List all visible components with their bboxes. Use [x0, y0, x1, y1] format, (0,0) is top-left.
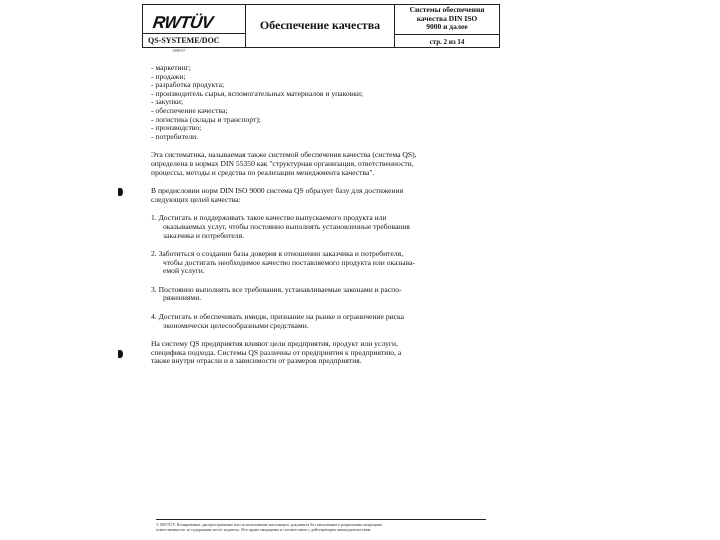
department-list — [151, 64, 491, 141]
paragraph-systematics — [151, 151, 491, 177]
system-line: 9000 и далее — [426, 22, 468, 31]
list-item: - логистика (склады и транспорт); — [151, 114, 261, 124]
footer-line: ответственность за содержание несёт издатель. Все права защищены в соответствии с действующим законодательством — [156, 527, 371, 533]
document-body — [151, 64, 491, 366]
text-line: 1. Достигать и поддерживать такое качество выпускаемого продукта или — [151, 213, 387, 223]
text-line: Эта систематика, называемая также системой обеспечения качества (система QS), — [151, 150, 417, 160]
paragraph-influence — [151, 340, 491, 366]
footer-line: © RWTÜV. Копирование, распространение или использование настоящего документа без письменного разрешения запрещено — [156, 522, 383, 527]
text-line: специфика подхода. Системы QS различны от предприятия к предприятию, а — [151, 347, 402, 357]
list-item: - разработка продукта; — [151, 80, 225, 90]
text-line: следующих целей качества: — [151, 194, 241, 204]
text-line: На систему QS предприятия влияют цели предприятия, продукт или услуги, — [151, 339, 398, 349]
header-divider — [143, 33, 245, 34]
list-item: - производитель сырья, вспомогательных материалов и упаковки; — [151, 88, 364, 98]
footer-divider — [156, 519, 486, 520]
company-logo: RWTÜV — [151, 13, 214, 32]
list-item: - маркетинг; — [151, 63, 191, 72]
goal-item — [151, 214, 491, 240]
system-line: качества DIN ISO — [416, 13, 478, 23]
text-line: чтобы достигать необходимое качество поставляемого продукта или оказыва- — [163, 257, 415, 267]
text-line: оказываемых услуг, чтобы постоянно выполнять установленные требования — [163, 221, 410, 231]
page-number: стр. 2 из 14 — [429, 38, 465, 46]
goal-item — [151, 286, 491, 303]
text-line: определена в нормах DIN 55350 как "структурная организация, ответственности, — [151, 158, 414, 168]
header-system-cell — [395, 5, 499, 47]
paragraph-preface — [151, 187, 491, 204]
list-item: - производство; — [151, 123, 202, 133]
text-line: также внутри отрасли и в зависимости от размеров предприятия. — [151, 356, 362, 366]
document-footer — [156, 522, 486, 532]
text-line: процессы, методы и средства по реализации менеджмента качества". — [151, 167, 375, 177]
text-line: экономически целесообразными средствами. — [163, 320, 309, 330]
text-line: 2. Заботиться о создании базы доверия в отношении заказчика и потребителя, — [151, 249, 404, 259]
list-item: - продажи; — [151, 71, 186, 81]
text-line: 4. Достигать и обеспечивать имидж, признание на рынке и ограничение риска — [151, 312, 404, 322]
margin-marker-icon — [118, 350, 123, 358]
list-item: - обеспечение качества; — [151, 105, 228, 115]
document-header — [142, 4, 500, 48]
text-line: ряжениями. — [163, 293, 202, 303]
header-title-cell — [246, 5, 395, 47]
org-subline: 1998-07 — [172, 48, 186, 53]
text-line: В предисловии норм DIN ISO 9000 система QS образует базу для достижения — [151, 186, 404, 196]
list-item: - закупки; — [151, 97, 184, 107]
text-line: 3. Постоянно выполнять все требования, устанавливаемые законами и распо- — [151, 284, 402, 294]
system-line: Системы обеспечения — [409, 5, 485, 14]
header-divider — [395, 34, 499, 35]
margin-marker-icon — [118, 188, 123, 196]
goal-item — [151, 313, 491, 330]
list-item: - потребители. — [151, 131, 199, 141]
system-name — [395, 6, 499, 32]
text-line: заказчика и потребителя. — [163, 230, 244, 240]
goal-item — [151, 250, 491, 276]
text-line: емой услуги. — [163, 266, 205, 276]
quality-goals-list — [151, 214, 491, 330]
document-title: Обеспечение качества — [259, 18, 381, 32]
org-line: QS-SYSTEME/DOC — [148, 36, 220, 45]
header-logo-cell — [143, 5, 246, 47]
